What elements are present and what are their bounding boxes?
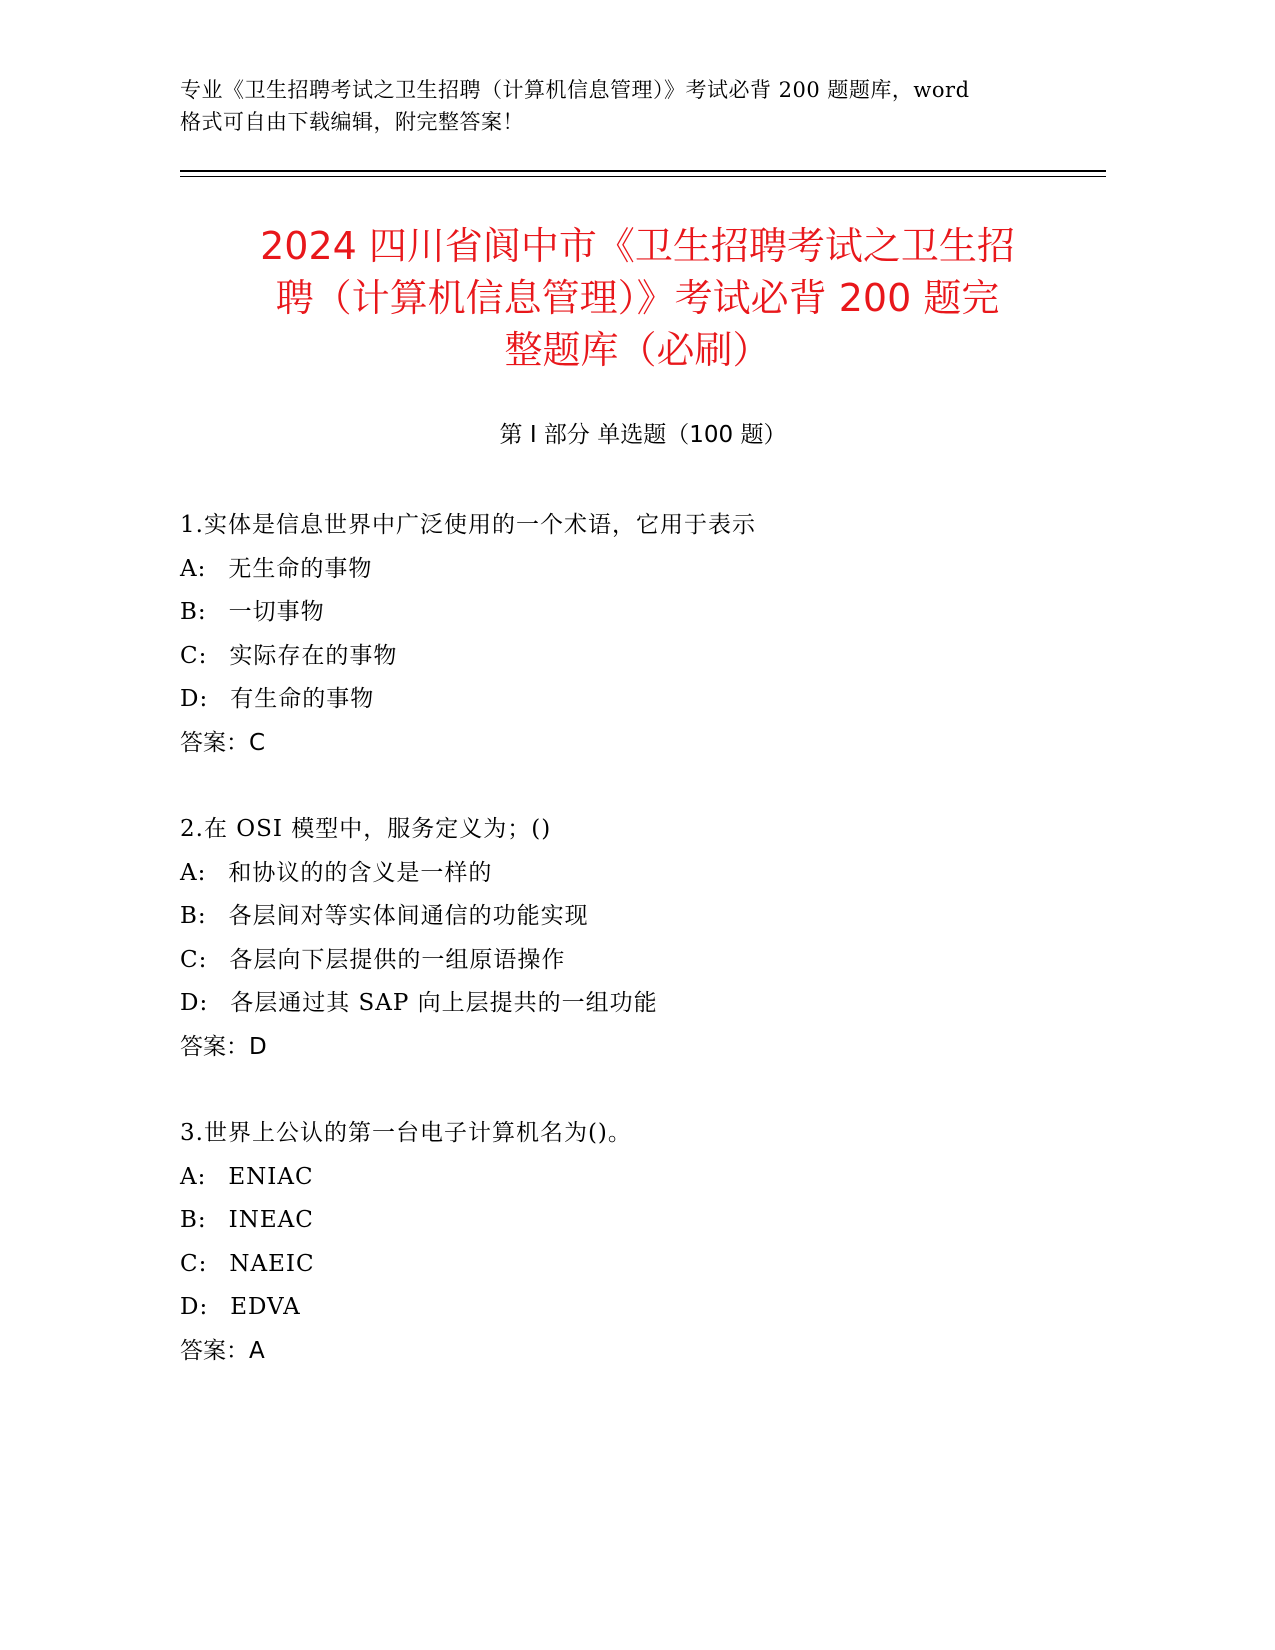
option-letter: B: — [180, 903, 207, 929]
header-note-line-2: 格式可自由下载编辑，附完整答案！ — [180, 110, 524, 134]
option-text: 各层向下层提供的一组原语操作 — [229, 946, 566, 973]
option-a — [180, 1156, 1106, 1200]
option-letter: A: — [180, 1163, 207, 1190]
option-letter: A: — [180, 859, 207, 886]
option-a — [180, 548, 1106, 592]
option-text: 无生命的事物 — [228, 555, 373, 582]
question-2 — [180, 808, 1106, 1069]
option-letter: D: — [180, 990, 209, 1016]
question-list — [180, 504, 1106, 1416]
option-text: 有生命的事物 — [230, 686, 375, 712]
option-b — [180, 591, 1106, 635]
header-divider-thick — [180, 170, 1106, 172]
header-divider-thin — [180, 176, 1106, 177]
option-letter: C: — [180, 946, 208, 973]
option-letter: D: — [180, 686, 209, 712]
question-1 — [180, 504, 1106, 765]
answer: 答案：C — [180, 729, 266, 756]
document-title — [160, 220, 1115, 376]
question-3 — [180, 1112, 1106, 1373]
option-text: NAEIC — [229, 1250, 315, 1277]
answer: 答案：A — [180, 1337, 265, 1364]
option-text: INEAC — [228, 1207, 314, 1233]
option-text: 各层通过其 SAP 向上层提共的一组功能 — [230, 990, 658, 1016]
option-b — [180, 1199, 1106, 1243]
document-title-line-3: 整题库（必刷） — [504, 328, 771, 372]
question-stem: 2.在 OSI 模型中，服务定义为；() — [180, 816, 552, 842]
question-stem: 1.实体是信息世界中广泛使用的一个术语，它用于表示 — [180, 512, 756, 538]
document-title-line-1: 2024 四川省阆中市《卫生招聘考试之卫生招 — [260, 224, 1015, 268]
option-text: 和协议的的含义是一样的 — [228, 859, 493, 886]
option-letter: D: — [180, 1294, 209, 1320]
option-a — [180, 852, 1106, 896]
document-title-line-2: 聘（计算机信息管理）》考试必背 200 题完 — [275, 276, 1000, 320]
option-text: 一切事物 — [228, 599, 325, 625]
option-letter: C: — [180, 642, 208, 669]
question-stem: 3.世界上公认的第一台电子计算机名为()。 — [180, 1120, 632, 1146]
option-text: 各层间对等实体间通信的功能实现 — [228, 903, 589, 929]
option-letter: B: — [180, 1207, 207, 1233]
option-d — [180, 678, 1106, 722]
option-letter: A: — [180, 555, 207, 582]
option-text: EDVA — [230, 1294, 301, 1320]
header-note-line-1: 专业《卫生招聘考试之卫生招聘（计算机信息管理）》考试必背 200 题题库，word — [180, 78, 970, 102]
option-text: 实际存在的事物 — [229, 642, 398, 669]
answer: 答案：D — [180, 1033, 267, 1060]
option-c — [180, 939, 1106, 983]
section-heading: 第 I 部分 单选题（100 题） — [499, 422, 787, 448]
header-note — [180, 74, 1100, 138]
option-c — [180, 1243, 1106, 1287]
option-letter: B: — [180, 599, 207, 625]
option-d — [180, 1286, 1106, 1330]
option-c — [180, 635, 1106, 679]
option-d — [180, 982, 1106, 1026]
option-b — [180, 895, 1106, 939]
option-letter: C: — [180, 1250, 208, 1277]
option-text: ENIAC — [228, 1163, 314, 1190]
